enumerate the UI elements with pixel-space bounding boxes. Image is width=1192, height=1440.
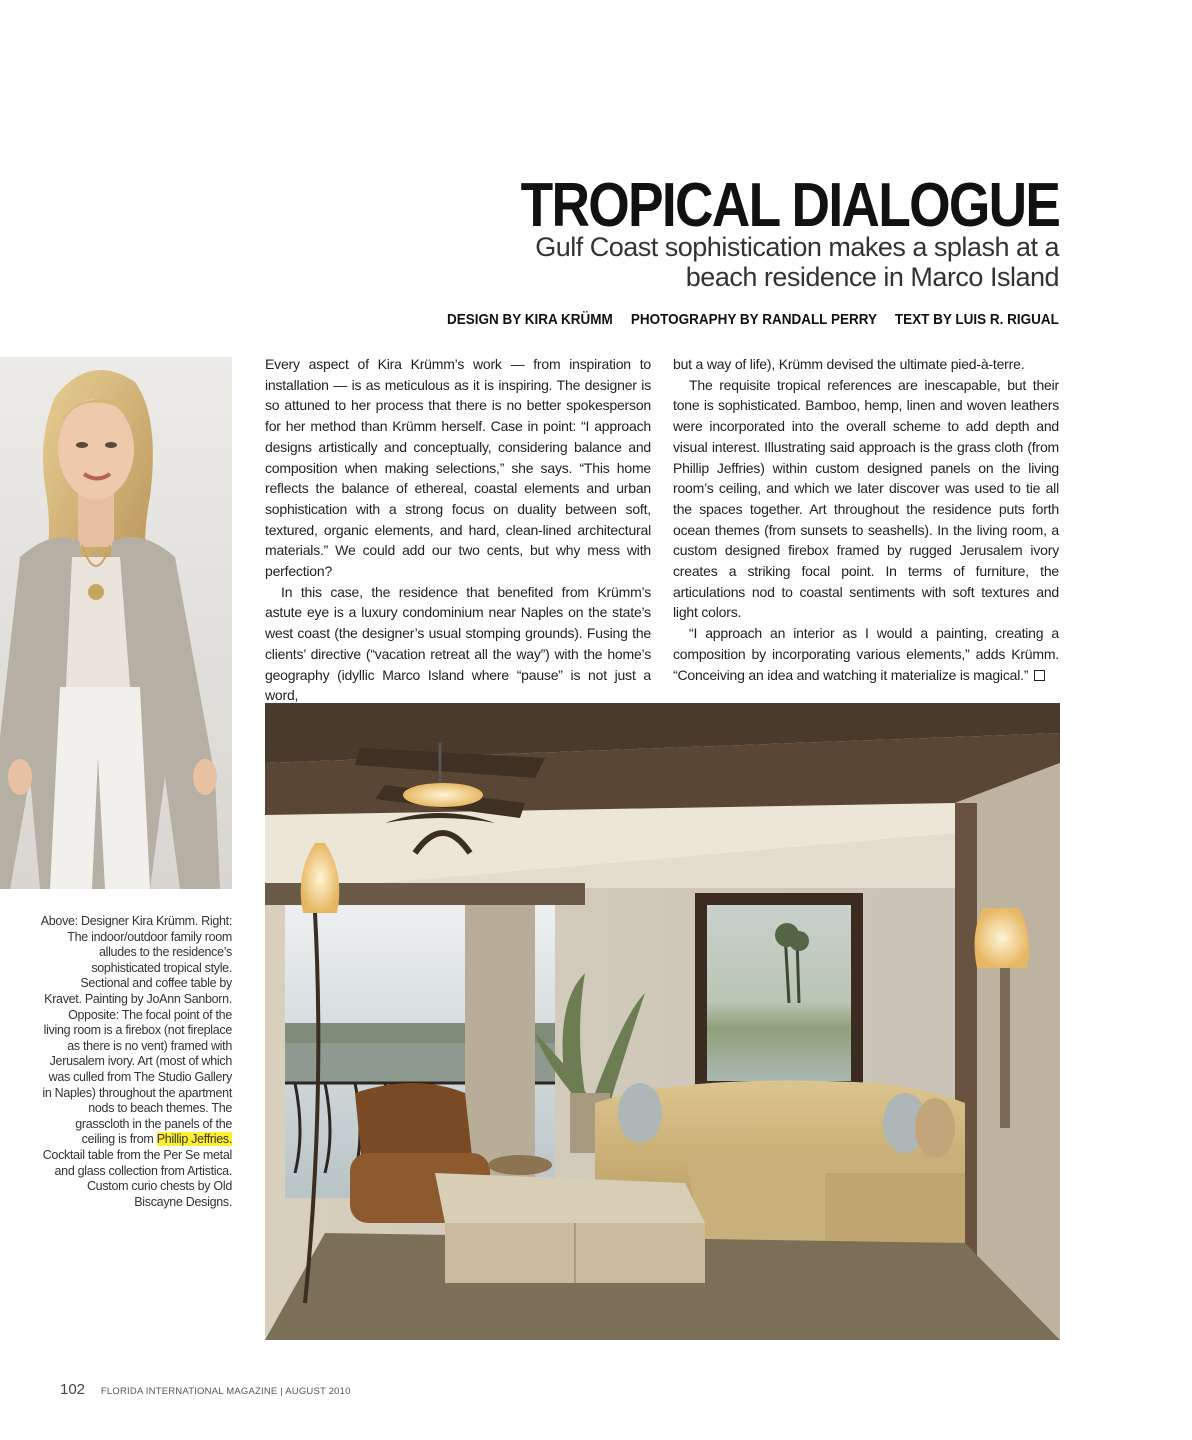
- end-mark-icon: [1034, 670, 1045, 681]
- credit-design: DESIGN BY KIRA KRÜMM: [447, 311, 613, 328]
- column2-paragraph-3: [673, 623, 1059, 685]
- caption-text-after: Cocktail table from the Per Se metal and glass collection from Artistica. Custom curio chests by Old Biscayne Designs.: [42, 1147, 232, 1209]
- article-column-1: [265, 354, 651, 706]
- article-title: TROPICAL DIALOGUE: [520, 171, 1059, 240]
- designer-portrait-photo: [0, 357, 232, 889]
- column2-paragraph-2: The requisite tropical references are inescapable, but their tone is sophisticated. Bamboo, hemp, linen and woven leathers were incorporated into the overall scheme to add depth and visual interest. Illustrating said approach is the grass cloth (from Phillip Jeffries) within custom designed panels on the living room’s ceiling, and which we later discover was used to tie all the spaces together. Art throughout the residence puts forth ocean themes (from sunsets to seashells). In the living room, a custom designed firebox framed by rugged Jerusalem ivory creates a striking focal point. In terms of furniture, the articulations nod to coastal sentiments with soft textures and light colors.: [673, 376, 1059, 621]
- publication-info: FLORIDA INTERNATIONAL MAGAZINE | AUGUST 2010: [100, 1386, 351, 1397]
- article-credits: [433, 311, 1059, 328]
- article-subtitle: Gulf Coast sophistication makes a splash at a beach residence in Marco Island: [535, 232, 1059, 292]
- living-room-photo: [265, 703, 1060, 1340]
- photo-caption: [40, 914, 232, 1210]
- column2-paragraph-3-text: “I approach an interior as I would a painting, creating a composition by incorporating various elements,” adds Krümm. “Conceiving an idea and watching it materialize is magical.”: [673, 625, 1059, 683]
- article-column-2: [673, 354, 1059, 685]
- column2-paragraph-1: but a way of life), Krümm devised the ultimate pied-à-terre.: [673, 356, 1025, 372]
- caption-highlight: Phillip Jeffries.: [156, 1132, 232, 1147]
- page-footer: [60, 1381, 351, 1398]
- credit-photography: PHOTOGRAPHY BY RANDALL PERRY: [631, 311, 877, 328]
- column1-paragraph-1: Every aspect of Kira Krümm’s work — from inspiration to installation — is as meticulous as it is inspiring. The designer is so attuned to her process that there is no better spokesperson for her method than Krümm herself. Case in point: “I approach designs artistically and conceptually, considering balance and composition when making selections,” she says. “This home reflects the balance of ethereal, coastal elements and urban sophistication with a strong focus on duality between soft, textured, organic elements, and hard, clean-lined architectural materials.” We could add our two cents, but why mess with perfection?: [265, 356, 651, 580]
- caption-text-before: Above: Designer Kira Krümm. Right: The indoor/outdoor family room alludes to the residence’s sophisticated tropical style. Sectional and coffee table by Kravet. Painting by JoAnn Sanborn. Opposite: The focal point of the living room is a firebox (not fireplace as there is no vent) framed with Jerusalem ivory. Art (most of which was culled from The Studio Gallery in Naples) throughout the apartment nods to beach themes. The grasscloth in the panels of the ceiling is from: [40, 914, 232, 1147]
- credit-text: TEXT BY LUIS R. RIGUAL: [894, 311, 1059, 328]
- page-number: 102: [60, 1381, 86, 1398]
- column1-paragraph-2: In this case, the residence that benefited from Krümm’s astute eye is a luxury condominium near Naples on the state’s west coast (the designer’s usual stomping grounds). Fusing the clients’ directive (“vacation retreat all the way”) with the home’s geography (idyllic Marco Island where “pause” is not just a word,: [265, 583, 651, 704]
